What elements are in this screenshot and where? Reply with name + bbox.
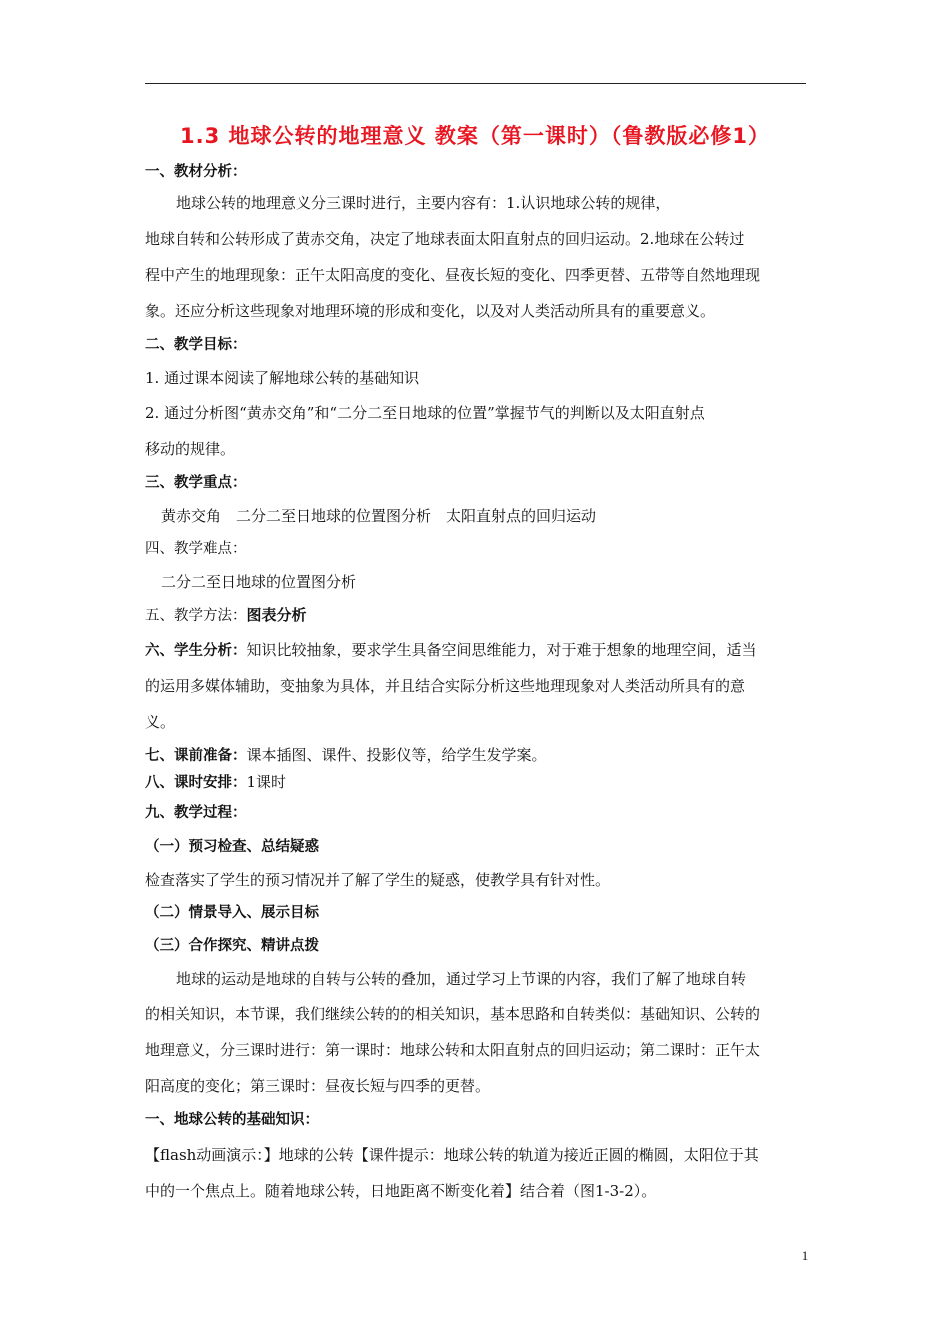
section-heading: 四、教学难点： (145, 541, 247, 557)
paragraph-line: 【flash动画演示：】地球的公转【课件提示：地球公转的轨道为接近正圆的椭圆，太阳位于其 (145, 1146, 759, 1164)
paragraph-line: 地理意义，分三课时进行：第一课时：地球公转和太阳直射点的回归运动；第二课时：正午太 (145, 1041, 761, 1059)
paragraph-line: 检查落实了学生的预习情况并了解了学生的疑惑，使教学具有针对性。 (145, 871, 611, 889)
paragraph-line: 中的一个焦点上。随着地球公转，日地距离不断变化着】结合着（图1-3-2）。 (145, 1182, 657, 1200)
section-text: 二分二至日地球的位置图分析 (161, 573, 357, 591)
paragraph-line: 的相关知识，本节课，我们继续公转的的相关知识，基本思路和自转类似：基础知识、公转的 (145, 1005, 761, 1023)
subsection-heading: （三）合作探究、精讲点拨 (145, 938, 319, 954)
list-item: 2. 通过分析图“黄赤交角”和“二分二至日地球的位置”掌握节气的判断以及太阳直射点 (145, 404, 705, 422)
section-heading: 三、教学重点： (145, 475, 247, 491)
section-heading (145, 599, 807, 632)
header-rule (145, 83, 806, 84)
page-title: 1.3 地球公转的地理意义 教案（第一课时）（鲁教版必修1） (180, 124, 770, 148)
list-item: 1. 通过课本阅读了解地球公转的基础知识 (145, 369, 420, 387)
document-body (145, 160, 807, 1209)
heading-label: 五、教学方法： (145, 608, 247, 624)
page-number: 1 (801, 1248, 809, 1263)
heading-text: 知识比较抽象，要求学生具备空间思维能力，对于难于想象的地理空间，适当 (246, 641, 757, 659)
subsection-heading: （二）情景导入、展示目标 (145, 905, 319, 921)
section-heading: 二、教学目标： (145, 337, 247, 353)
paragraph-line: 的运用多媒体辅助，变抽象为具体，并且结合实际分析这些地理现象对人类活动所具有的意 (145, 677, 746, 695)
paragraph-line: 象。还应分析这些现象对地理环境的形成和变化，以及对人类活动所具有的重要意义。 (145, 302, 716, 320)
paragraph-line: 程中产生的地理现象：正午太阳高度的变化、昼夜长短的变化、四季更替、五带等自然地理现 (145, 266, 761, 284)
paragraph-line (145, 632, 807, 668)
list-item: 移动的规律。 (145, 440, 236, 458)
heading-text: 课本插图、课件、投影仪等，给学生发学案。 (246, 746, 547, 764)
section-text: 黄赤交角 二分二至日地球的位置图分析 太阳直射点的回归运动 (161, 507, 597, 525)
heading-label: 六、学生分析： (145, 643, 247, 659)
section-heading: 一、教材分析： (145, 164, 247, 180)
heading-label: 七、课前准备： (145, 748, 247, 764)
heading-text: 1课时 (246, 773, 287, 791)
paragraph-line: 义。 (145, 713, 176, 731)
section-heading: 九、教学过程： (145, 805, 247, 821)
subsection-heading: （一）预习检查、总结疑惑 (145, 839, 319, 855)
section-heading: 一、地球公转的基础知识： (145, 1112, 319, 1128)
paragraph-line: 地球公转的地理意义分三课时进行，主要内容有：1.认识地球公转的规律， (176, 194, 671, 212)
paragraph-line: 地球的运动是地球的自转与公转的叠加，通过学习上节课的内容，我们了解了地球自转 (176, 970, 747, 988)
paragraph-line (145, 740, 807, 770)
paragraph-line (145, 770, 807, 795)
heading-label: 八、课时安排： (145, 775, 247, 791)
paragraph-line: 阳高度的变化；第三课时：昼夜长短与四季的更替。 (145, 1077, 491, 1095)
heading-value: 图表分析 (246, 606, 307, 624)
paragraph-line: 地球自转和公转形成了黄赤交角，决定了地球表面太阳直射点的回归运动。2.地球在公转过 (145, 230, 745, 248)
